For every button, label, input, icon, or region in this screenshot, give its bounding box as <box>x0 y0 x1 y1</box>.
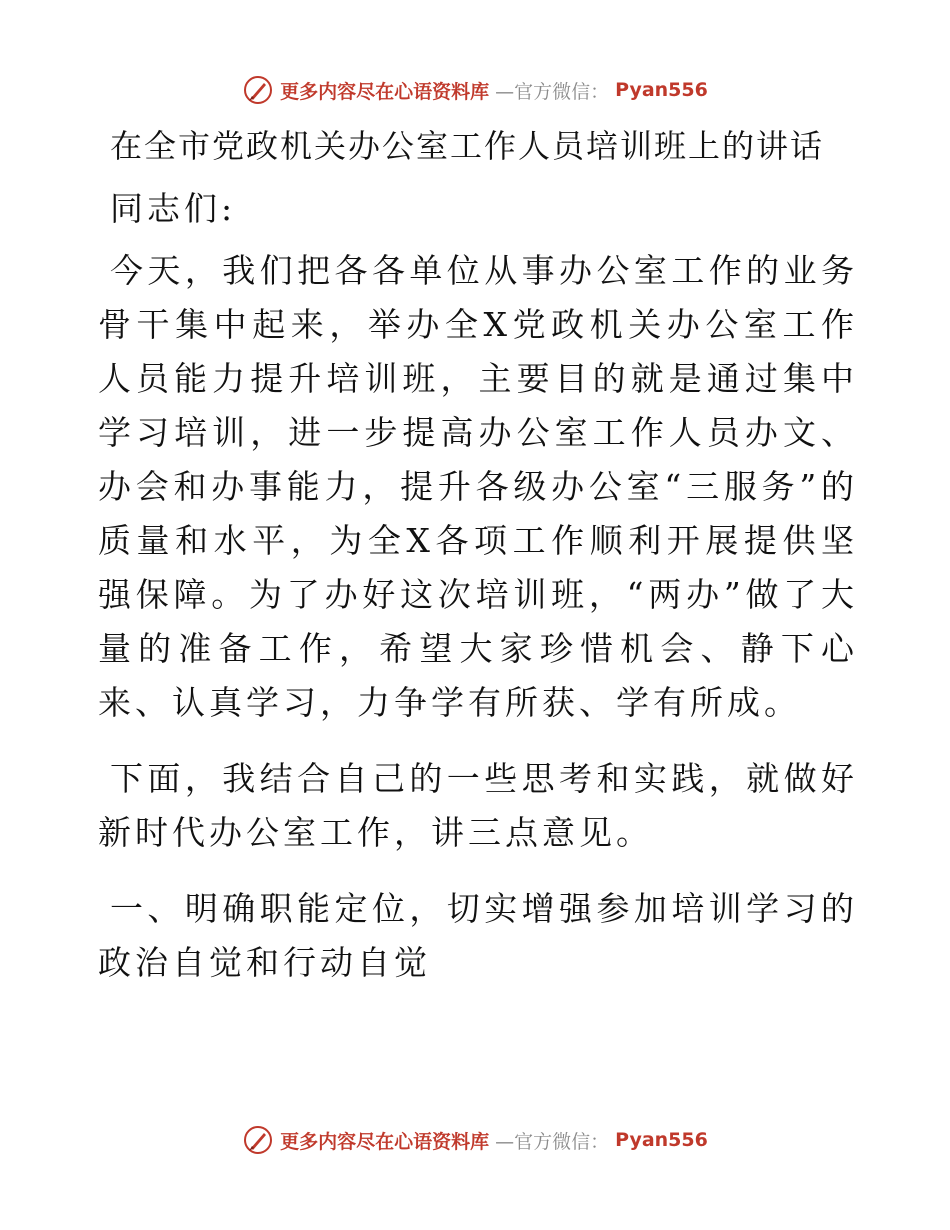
salutation: 同志们: <box>110 189 237 228</box>
watermark-gray-text: —官方微信： <box>495 80 610 103</box>
watermark-red-text: 更多内容尽在心语资料库 <box>280 1130 490 1153</box>
watermark-gray-text: —官方微信： <box>495 1130 610 1153</box>
watermark-handle: Pyan556 <box>615 79 708 101</box>
section-heading-1: 一、明确职能定位，切实增强参加培训学习的政治自觉和行动自觉 <box>98 889 858 982</box>
paragraph-1: 今天，我们把各各单位从事办公室工作的业务骨干集中起来，举办全X党政机关办公室工作人员能力提升培训班，主要目的就是通过集中学习培训，进一步提高办公室工作人员办文、办会和办事能力，提升各级办公室“三服务”的质量和水平，为全X各项工作顺利开展提供坚强保障。为了办好这次培训班，“两办”做了大量的准备工作，希望大家珍惜机会、静下心来、认真学习，力争学有所获、学有所成。 <box>98 251 858 722</box>
document-body <box>98 118 858 990</box>
watermark-handle: Pyan556 <box>615 1129 708 1151</box>
paragraph-2: 下面，我结合自己的一些思考和实践，就做好新时代办公室工作，讲三点意见。 <box>98 759 858 852</box>
quill-pen-icon <box>242 74 274 106</box>
watermark-red-text: 更多内容尽在心语资料库 <box>280 80 490 103</box>
watermark-footer <box>0 1120 950 1160</box>
quill-pen-icon <box>242 1124 274 1156</box>
page-title: 在全市党政机关办公室工作人员培训班上的讲话 <box>110 127 825 165</box>
watermark-header <box>0 70 950 110</box>
